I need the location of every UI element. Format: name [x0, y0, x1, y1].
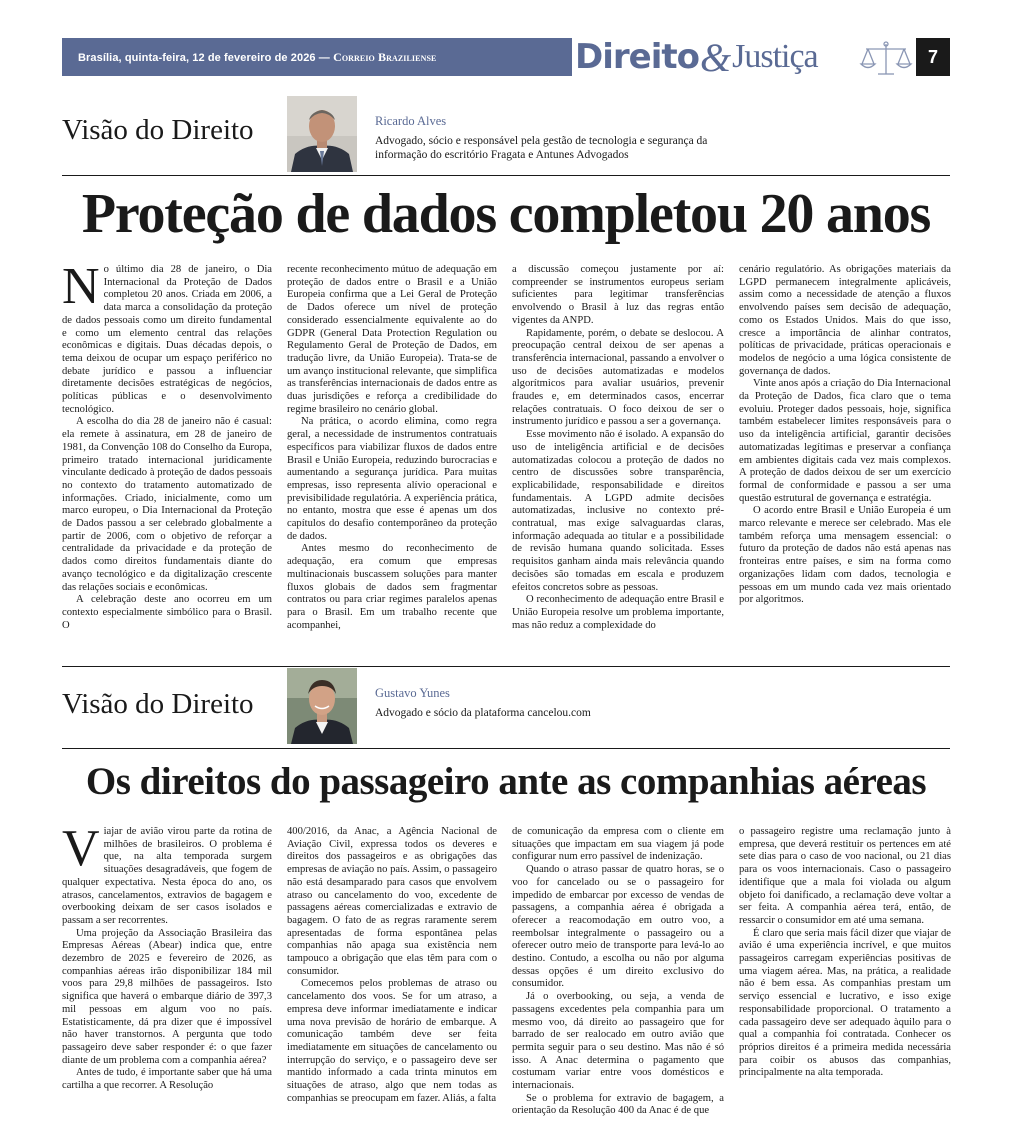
paragraph: 400/2016, da Anac, a Agência Nacional de Aviação Civil, expressa todos os deveres e direitos dos passageiros e as obrigações das empresas de aviação no país. Assim, o passageiro não está desamparado para casos que envolvem atraso ou cancelamento do voo, excedente de passagens aéreas comercializadas e extravio de bagagem. O fato de as regras raramente serem apresentadas de forma espontânea pelas companhias não apaga sua existência nem tampouco a obrigação que elas têm para com o consumidor. [287, 826, 497, 977]
author-portrait-icon [287, 96, 357, 172]
paragraph: Quando o atraso passar de quatro horas, se o voo for cancelado ou se o passageiro for impedido de embarcar por excesso de vendas de passagens, a companhia aérea é obrigada a oferecer a reacomodação em outro voo, a reembolsar integralmente o passageiro ou a oferecer outro meio de transporte para levá-lo ao destino. Contudo, a escolha ou não por alguma dessas opções é um direito exclusivo do consumidor. [512, 864, 724, 990]
author-portrait-icon [287, 668, 357, 744]
paragraph: iajar de avião virou parte da rotina de milhões de brasileiros. O problema é que, na alta temporada surgem situações desagradáveis, que fogem de qualquer expectativa. Nesta época do ano, os atrasos, cancelamentos, extravios de bagagem e overbooking deixam de ser casos isolados e passam a ser recorrentes. [62, 826, 272, 926]
paragraph: o último dia 28 de janeiro, o Dia Internacional da Proteção de Dados completou 20 anos. Criada em 2006, a data marca a consolidação da proteção de dados pessoais como um direito fundamental e como um elemento central das relações econômicas e digitais. Duas décadas depois, o tema deixou de ocupar um espaço periférico no debate jurídico e passou a influenciar diretamente decisões estratégicas de negócios, políticas públicas e o desenvolvimento tecnológico. [62, 264, 272, 415]
article-column-2 [287, 826, 497, 1122]
paragraph: recente reconhecimento mútuo de adequação em proteção de dados entre o Brasil e a União Europeia confirma que a Lei Geral de Proteção de Dados oferece um nível de proteção considerado essencialmente equivalente ao do GDPR (General Data Protection Regulation ou Regulamento Geral de Proteção de Dados, em tradução livre, da União Europeia). Trata-se de um avanço institucional relevante, que simplifica as transferências internacionais de dados entre as duas jurisdições e reforça a credibilidade do regime brasileiro no cenário global. [287, 264, 497, 415]
paragraph: a discussão começou justamente por aí: compreender se instrumentos europeus seriam suficientes para legitimar transferências envolvendo o Brasil à luz das regras então vigentes da ANPD. [512, 264, 724, 326]
article-column-2 [287, 264, 497, 662]
paragraph: Na prática, o acordo elimina, como regra geral, a necessidade de instrumentos contratuais específicos para viabilizar fluxos de dados entre Brasil e União Europeia, reduzindo burocracias e aumentando a segurança jurídica. Para muitas empresas, isso representa alívio operacional e previsibilidade regulatória. A experiência prática, no entanto, mostra que esse é apenas um dos capítulos do desafio contemporâneo da proteção de dados. [287, 416, 497, 542]
paragraph: o passageiro registre uma reclamação junto à empresa, que deverá restituir os pertences em até sete dias para o caso de voo nacional, ou 21 dias para os voos internacionais. Caso o passageiro identifique que a mala foi violada ou algum objeto foi danificado, a reclamação deve voltar a ser feita. A companhia aérea terá, então, de ressarcir o consumidor em até uma semana. [739, 826, 951, 926]
divider [62, 748, 950, 749]
article-column-4 [739, 264, 951, 662]
section-title-part2: Justiça [732, 38, 818, 75]
drop-cap: V [62, 826, 100, 877]
section-title-amp: & [699, 34, 732, 80]
paragraph: Antes de tudo, é importante saber que há uma cartilha a que recorrer. A Resolução [62, 1067, 272, 1092]
divider [62, 175, 950, 176]
page-number: 7 [916, 38, 950, 76]
paragraph: O acordo entre Brasil e União Europeia é um marco relevante e merece ser celebrado. Mas ele também reforça uma mensagem essencial: o futuro da proteção de dados não está apenas nas fronteiras entre países, e sim na forma como organizações lidam com dados, tecnologia e pessoas em um mundo cada vez mais orientado por algoritmos. [739, 505, 951, 606]
column-label: Visão do Direito [62, 114, 254, 146]
paragraph: A escolha do dia 28 de janeiro não é casual: ela remete à assinatura, em 28 de janeiro de 1981, da Convenção 108 do Conselho da Europa, primeiro tratado internacional juridicamente vinculante dedicado à proteção de dados pessoais no contexto do tratamento automatizado de informações. Criado, inicialmente, como um marco europeu, o Dia Internacional da Proteção de Dados passou a ser celebrado globalmente a partir de 2006, com o objetivo de reforçar a centralidade da privacidade e da proteção de dados como direitos fundamentais diante do avanço tecnológico e da digitalização crescente das relações sociais e econômicas. [62, 416, 272, 593]
article-column-1 [62, 264, 272, 662]
headline: Os direitos do passageiro ante as companhias aéreas [85, 760, 927, 803]
author-photo [287, 668, 357, 744]
paragraph: Uma projeção da Associação Brasileira das Empresas Aéreas (Abear) indica que, entre dezembro de 2025 e fevereiro de 2026, as companhias aéreas irão disponibilizar 184 mil voos para 29,8 milhões de passageiros. Isto significa que haverá o embarque diário de 397,3 mil pessoas em algum voo no país. Estatisticamente, dá pra dizer que é impossível não haver transtornos. A pergunta que todo passageiro deve saber responder é: o que fazer diante de um problema com a companhia aérea? [62, 927, 272, 1066]
paragraph: Já o overbooking, ou seja, a venda de passagens excedentes pela companhia para um mesmo voo, dá direito ao passageiro que for barrado de ser realocado em outro avião que permita seguir para o seu destino. Mas não é só isso. A Anac determina o pagamento que costumam variar entre voos domésticos e internacionais. [512, 991, 724, 1092]
section-title [575, 34, 818, 80]
paragraph: Antes mesmo do reconhecimento de adequação, era comum que empresas multinacionais buscassem soluções para manter fluxos globais de dados sem fragmentar contratos ou para criar regimes paralelos apenas para o Brasil. Em um trabalho recente que acompanhei, [287, 543, 497, 631]
paragraph: Vinte anos após a criação do Dia Internacional da Proteção de Dados, fica claro que o tema evoluiu. Proteger dados pessoais, hoje, significa também estabelecer limites responsáveis para o uso da inteligência artificial, garantir decisões automatizadas legítimas e preservar a confiança em ambientes digitais cada vez mais complexos. A proteção de dados deixou de ser um exercício formal de conformidade e passou a ser uma questão estrutural de governança e estratégia. [739, 378, 951, 504]
section-title-part1: Direito [575, 37, 699, 77]
column-label: Visão do Direito [62, 688, 254, 720]
article-column-1 [62, 826, 272, 1122]
paragraph: Rapidamente, porém, o debate se deslocou. A preocupação central deixou de ser apenas a transferência internacional, passando a envolver o uso de decisões automatizadas e modelos algorítmicos para avaliar usuários, prevenir fraudes e, em determinados casos, encerrar relações contratuais. O foco deixou de ser o instrumento jurídico e passou a ser a governança. [512, 327, 724, 428]
drop-cap: N [62, 264, 100, 315]
dateline-text: Brasília, quinta-feira, 12 de fevereiro de 2026 — [78, 52, 330, 64]
article-column-4 [739, 826, 951, 1122]
article-column-3 [512, 264, 724, 662]
author-description: Advogado e sócio da plataforma cancelou.com [375, 707, 591, 719]
article-column-3 [512, 826, 724, 1122]
divider [62, 666, 950, 667]
paragraph: de comunicação da empresa com o cliente em situações que impactam em sua viagem já pode configurar num erro passível de indenização. [512, 826, 724, 863]
author-name: Ricardo Alves [375, 114, 447, 128]
paragraph: Se o problema for extravio de bagagem, a orientação da Resolução 400 da Anac é de que [512, 1092, 724, 1117]
newspaper-brand: Correio Braziliense [333, 50, 437, 64]
author-description: Advogado, sócio e responsável pela gestão de tecnologia e segurança da informação do escritório Fragata e Antunes Advogados [375, 135, 708, 161]
paragraph: Esse movimento não é isolado. A expansão do uso de inteligência artificial e de decisões automatizadas colocou a proteção de dados no centro de discussões sobre transparência, explicabilidade, responsabilidade e direitos fundamentais. A LGPD admite decisões automatizadas, inclusive no contexto pré-contratual, mas exige salvaguardas claras, informação adequada ao titular e a possibilidade de revisão humana quando solicitada. Esses requisitos ganham ainda mais relevância quando decisões são tomadas em escala e produzem efeitos concretos sobre as pessoas. [512, 429, 724, 593]
paragraph: O reconhecimento de adequação entre Brasil e União Europeia resolve um problema importante, mas não reduz a complexidade do [512, 594, 724, 631]
author-name: Gustavo Yunes [375, 686, 450, 700]
dateline [78, 50, 436, 65]
headline: Proteção de dados completou 20 anos [81, 183, 931, 245]
author-photo [287, 96, 357, 172]
paragraph: cenário regulatório. As obrigações materiais da LGPD permanecem integralmente aplicáveis, assim como a necessidade de atenção a fluxos envolvendo países sem decisão de adequação, como os Estados Unidos. Mais do que isso, cresce a importância de alinhar contratos, políticas de privacidade, práticas operacionais e modelos de negócio a uma lógica consistente de governança de dados. [739, 264, 951, 377]
paragraph: É claro que seria mais fácil dizer que viajar de avião é uma experiência incrível, e que muitos passageiros carregam experiências positivas de uma viagem aérea. Mas, na prática, a realidade não é bem essa. As companhias prestam um serviço essencial e lucrativo, e isso exige responsabilidade proporcional. O tratamento a cada passageiro deve ser adequado àquilo para o qual a companhia foi contratada. Conhecer os próprios direitos é a primeira medida necessária para coibir os abusos das companhias, principalmente na alta temporada. [739, 927, 951, 1079]
paragraph: A celebração deste ano ocorreu em um contexto especialmente simbólico para o Brasil. O [62, 594, 272, 631]
paragraph: Comecemos pelos problemas de atraso ou cancelamento dos voos. Se for um atraso, a empresa deve informar imediatamente e indicar uma nova previsão de horário de embarque. A comunicação também deve ser feita imediatamente em situações de cancelamento ou interrupção do serviço, e o passageiro deve ser mantido informado a cada trinta minutos em situações de atraso, algo que nem todas as companhias se preocupam em fazer. Aliás, a falta [287, 978, 497, 1104]
scales-of-justice-icon [858, 40, 914, 78]
